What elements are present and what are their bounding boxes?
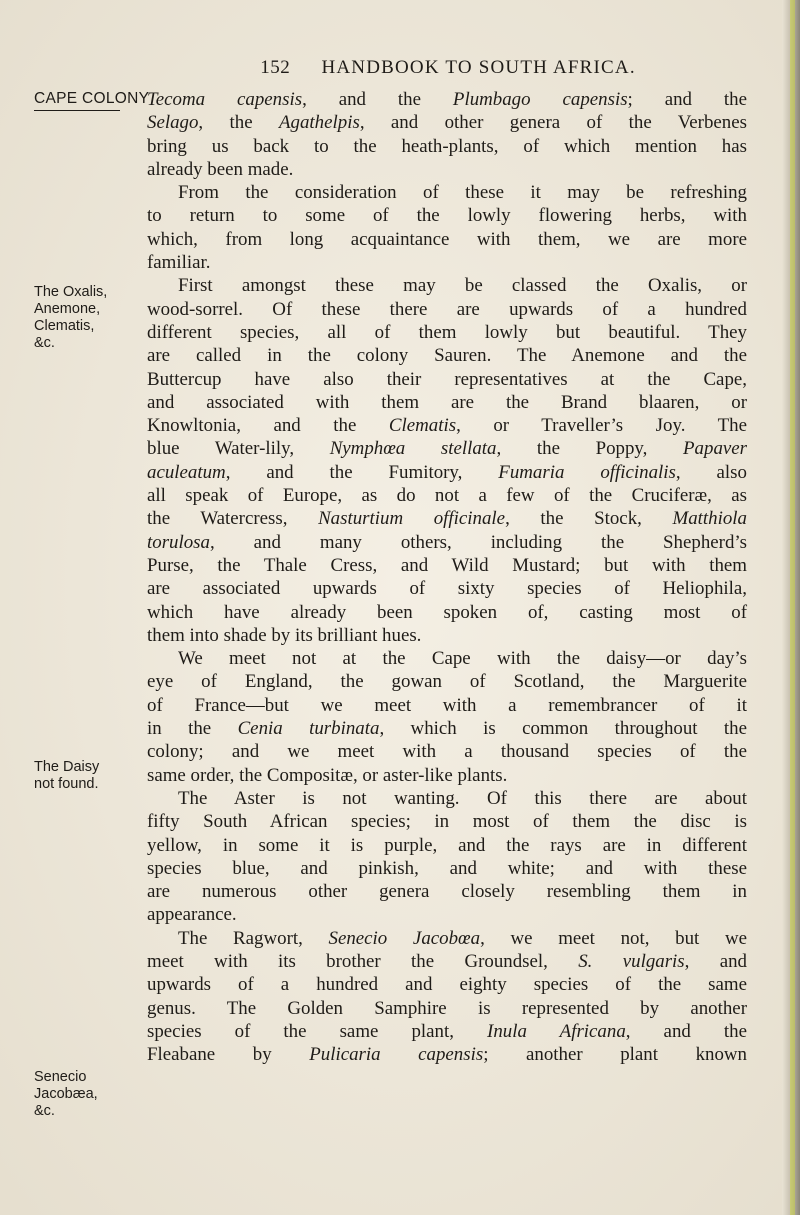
text-line [147,810,747,833]
text-segment: eye of England, the gowan of Scotland, the Marguerite [147,671,747,693]
italic-term: torulosa [147,531,210,553]
text-line [147,414,747,437]
sidenote-line: &c. [34,1103,55,1119]
text-segment: From the consideration of these it may be refreshing [178,182,747,204]
text-line [147,391,747,414]
body-text [147,88,747,1066]
text-segment: species blue, and pinkish, and white; and with these [147,857,747,879]
sidenote-line: Senecio [34,1069,87,1085]
text-segment: which have already been spoken of, casting most of [147,601,747,623]
italic-term: Fumaria officinalis [498,461,676,483]
page-number: 152 [260,57,291,78]
sidenote-oxalis [34,284,134,352]
sidenote-line: not found. [34,776,99,792]
text-segment: The Aster is not wanting. Of this there are about [178,787,747,809]
text-segment: them into shade by its brilliant hues. [147,624,422,646]
text-segment: , we meet not, but we [480,927,747,949]
text-segment: the Watercress, [147,508,319,530]
italic-term: aculeatum [147,461,226,483]
text-segment: to return to some of the lowly flowering herbs, with [147,205,747,227]
text-segment: Knowltonia, and the [147,415,389,437]
text-segment: , which is common throughout the [379,718,748,740]
text-line [147,577,747,600]
sidenote-line: Jacobæa, [34,1086,98,1102]
text-line [147,903,747,926]
text-line [147,927,747,950]
text-segment: , or Traveller’s Joy. The [456,415,747,437]
text-segment: of France—but we meet with a remembrancer of it [147,694,747,716]
text-segment: familiar. [147,252,211,274]
text-line [147,181,747,204]
text-line [147,507,747,530]
text-line [147,111,747,134]
sidenote-rule [34,110,120,111]
text-segment: blue Water-lily, [147,438,330,460]
text-line [147,298,747,321]
text-segment: genus. The Golden Samphire is represented by another [147,997,747,1019]
text-segment: and associated with them are the Brand blaaren, or [147,391,747,413]
italic-term: Agathelpis [279,112,360,134]
text-segment: Buttercup have also their representatives at the Cape, [147,368,747,390]
sidenote-line: The Daisy [34,759,100,775]
text-line [147,1043,747,1066]
text-segment: Fleabane by [147,1044,310,1066]
text-segment: wood-sorrel. Of these there are upwards of a hundred [147,298,747,320]
italic-term: Pulicaria capensis [309,1044,484,1066]
text-line [147,321,747,344]
sidenote-line: CAPE COLONY [34,90,150,107]
text-line [147,973,747,996]
sidenote-line: &c. [34,335,55,351]
text-line [147,624,747,647]
italic-term: Plumbago capensis [452,89,628,110]
italic-term: Papaver [683,438,748,460]
text-segment: which, from long acquaintance with them, we are more [147,228,747,250]
text-segment: , the [198,112,279,134]
sidenote-cape-colony [34,90,150,111]
text-segment: , and [684,950,748,972]
text-line [147,670,747,693]
sidenote-daisy [34,759,134,793]
text-line [147,764,747,787]
text-segment: , and the [625,1020,747,1042]
text-line [147,437,747,460]
italic-term: Tecoma capensis [147,89,303,110]
text-segment: , and the [302,89,453,110]
page-header [148,57,748,79]
text-line [147,344,747,367]
text-line [147,857,747,880]
text-line [147,461,747,484]
italic-term: Selago [147,112,199,134]
running-head: HANDBOOK TO SOUTH AFRICA. [321,57,636,78]
text-segment: meet with its brother the Groundsel, [147,950,579,972]
text-line [147,251,747,274]
text-line [147,717,747,740]
text-line [147,647,747,670]
italic-term: Cenia turbinata [237,718,380,740]
text-segment: ; and the [627,89,747,110]
text-segment: are called in the colony Sauren. The Anemone and the [147,345,747,367]
text-line [147,228,747,251]
text-segment: Purse, the Thale Cress, and Wild Mustard; but with them [147,554,747,576]
italic-term: Nasturtium officinale [318,508,506,530]
text-segment: bring us back to the heath-plants, of which mention has [147,135,747,157]
italic-term: Senecio Jacobœa [328,927,481,949]
text-segment: fifty South African species; in most of them the disc is [147,811,747,833]
text-line [147,88,747,111]
text-segment: different species, all of them lowly but beautiful. They [147,321,747,343]
text-segment: species of the same plant, [147,1020,488,1042]
text-line [147,740,747,763]
text-line [147,950,747,973]
text-segment: are numerous other genera closely resembling them in [147,881,747,903]
text-segment: ; another plant known [483,1044,747,1066]
text-segment: appearance. [147,904,237,926]
text-line [147,368,747,391]
text-line [147,484,747,507]
text-segment: , also [675,461,747,483]
sidenote-senecio [34,1069,134,1120]
text-line [147,135,747,158]
text-segment: in the [147,718,238,740]
italic-term: Inula Africana [487,1020,626,1042]
italic-term: Matthiola [672,508,747,530]
text-line [147,158,747,181]
text-segment: upwards of a hundred and eighty species of the same [147,974,747,996]
italic-term: Clematis [388,415,457,437]
text-segment: are associated upwards of sixty species of Heliophila, [147,578,747,600]
text-segment: yellow, in some it is purple, and the rays are in different [147,834,747,856]
text-segment: , the Stock, [505,508,673,530]
sidenote-line: The Oxalis, [34,284,108,300]
text-line [147,787,747,810]
text-line [147,1020,747,1043]
text-segment: all speak of Europe, as do not a few of the Cruciferæ, as [147,485,747,507]
text-segment: First amongst these may be classed the Oxalis, or [178,275,747,297]
text-segment: colony; and we meet with a thousand species of the [147,741,747,763]
text-line [147,274,747,297]
text-line [147,834,747,857]
text-segment: , and other genera of the Verbenes [359,112,747,134]
text-line [147,204,747,227]
text-segment: , the Poppy, [496,438,684,460]
text-line [147,601,747,624]
italic-term: Nymphœa stellata [329,438,497,460]
text-segment: , and the Fumitory, [225,461,499,483]
italic-term: S. vulgaris [578,950,685,972]
text-line [147,554,747,577]
sidenote-line: Anemone, [34,301,101,317]
text-line [147,880,747,903]
text-segment: same order, the Compositæ, or aster-like plants. [147,764,508,786]
text-segment: already been made. [147,158,294,180]
text-line [147,997,747,1020]
text-line [147,531,747,554]
text-segment: The Ragwort, [178,927,329,949]
text-line [147,694,747,717]
sidenote-line: Clematis, [34,318,95,334]
text-segment: We meet not at the Cape with the daisy—or day’s [178,648,747,670]
text-segment: , and many others, including the Shepherd’s [209,531,747,553]
binding-color-strip [790,0,795,1215]
